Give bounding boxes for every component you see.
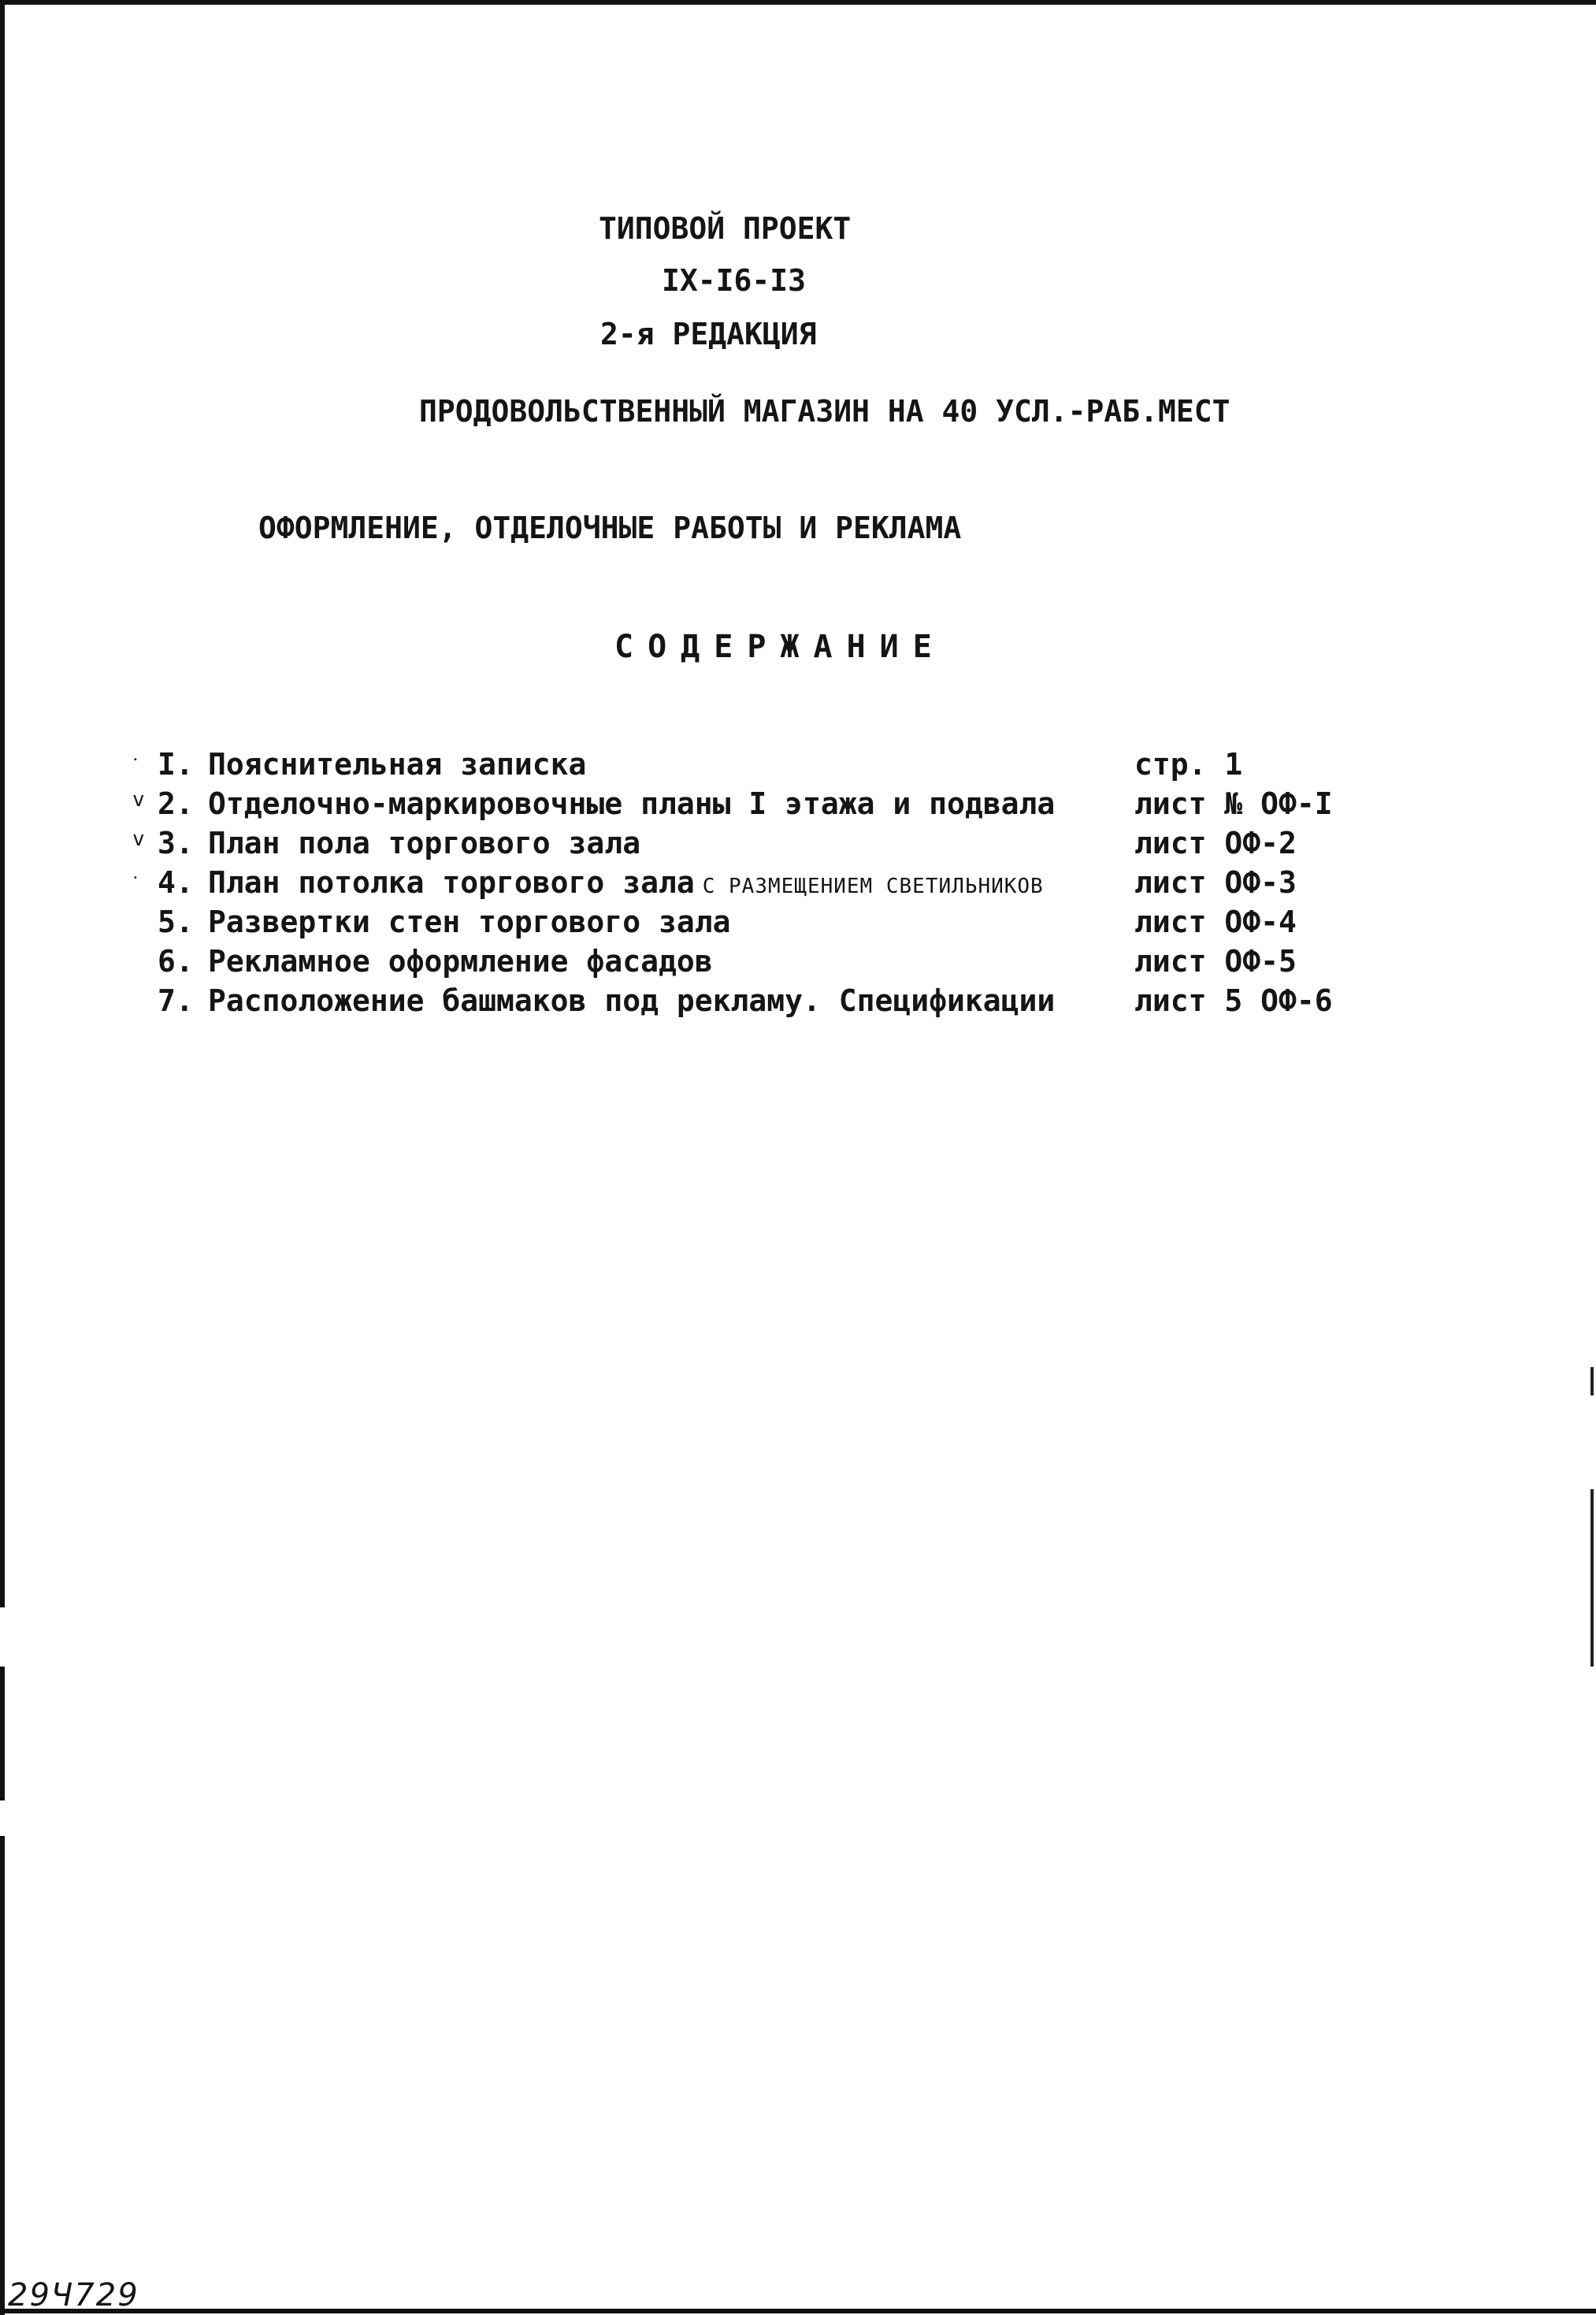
item-label: Развертки стен торгового зала (208, 905, 731, 939)
item-label: План потолка торгового зала С РАЗМЕЩЕНИЕМ СВЕТИЛЬНИКОВ (208, 865, 1044, 900)
check-mark: ᐧ (132, 749, 138, 772)
scan-edge-mark (1590, 1367, 1594, 1395)
item-sheet-ref: лист № ОФ-I (1134, 786, 1333, 821)
item-sheet-ref: лист ОФ-5 (1134, 944, 1297, 979)
item-sheet-ref: лист ОФ-3 (1134, 865, 1297, 900)
check-mark: v (132, 788, 145, 812)
item-number: 4. (158, 865, 194, 900)
item-number: 3. (158, 826, 194, 860)
page-border-bottom (0, 2309, 1596, 2313)
item-number: 6. (158, 944, 194, 979)
contents-heading: СОДЕРЖАНИЕ (614, 629, 946, 665)
check-mark: ᐧ (132, 867, 138, 890)
doc-subject: ПРОДОВОЛЬСТВЕННЫЙ МАГАЗИН НА 40 УСЛ.-РАБ.МЕСТ (419, 394, 1230, 429)
item-label: План пола торгового зала (208, 826, 641, 860)
contents-item (0, 786, 1596, 826)
item-sheet-ref: лист ОФ-4 (1134, 905, 1297, 939)
contents-item (0, 944, 1596, 983)
item-label: Расположение башмаков под рекламу. Спецификации (208, 983, 1056, 1018)
item-label: Рекламное оформление фасадов (208, 944, 713, 979)
item-number: 2. (158, 786, 194, 821)
item-label: Отделочно-маркировочные планы I этажа и подвала (208, 786, 1056, 821)
contents-item (0, 983, 1596, 1023)
contents-item (0, 747, 1596, 786)
doc-section: ОФОРМЛЕНИЕ, ОТДЕЛОЧНЫЕ РАБОТЫ И РЕКЛАМА (258, 511, 962, 545)
page-border-left-fragment (0, 1667, 5, 1800)
doc-title-line1: ТИПОВОЙ ПРОЕКТ (599, 211, 852, 246)
contents-item (0, 826, 1596, 865)
scan-edge-mark (1590, 1489, 1594, 1667)
contents-item (0, 865, 1596, 905)
doc-project-code: IX-I6-I3 (662, 263, 807, 298)
item-sheet-ref: лист ОФ-2 (1134, 826, 1297, 860)
check-mark: v (132, 827, 145, 851)
item-number: 7. (158, 983, 194, 1018)
item-number: I. (158, 747, 194, 782)
doc-edition: 2-я РЕДАКЦИЯ (600, 317, 817, 351)
page-border-left-lower (0, 1836, 5, 2315)
item-number: 5. (158, 905, 194, 939)
page-border-top (0, 0, 1596, 5)
item-label: Пояснительная записка (208, 747, 587, 782)
handwritten-note: С РАЗМЕЩЕНИЕМ СВЕТИЛЬНИКОВ (702, 875, 1044, 898)
item-sheet-ref: стр. 1 (1134, 747, 1243, 782)
archive-number-stamp: 29Ч729 (8, 2277, 139, 2313)
item-sheet-ref: лист 5 ОФ-6 (1134, 983, 1333, 1018)
contents-item (0, 905, 1596, 944)
